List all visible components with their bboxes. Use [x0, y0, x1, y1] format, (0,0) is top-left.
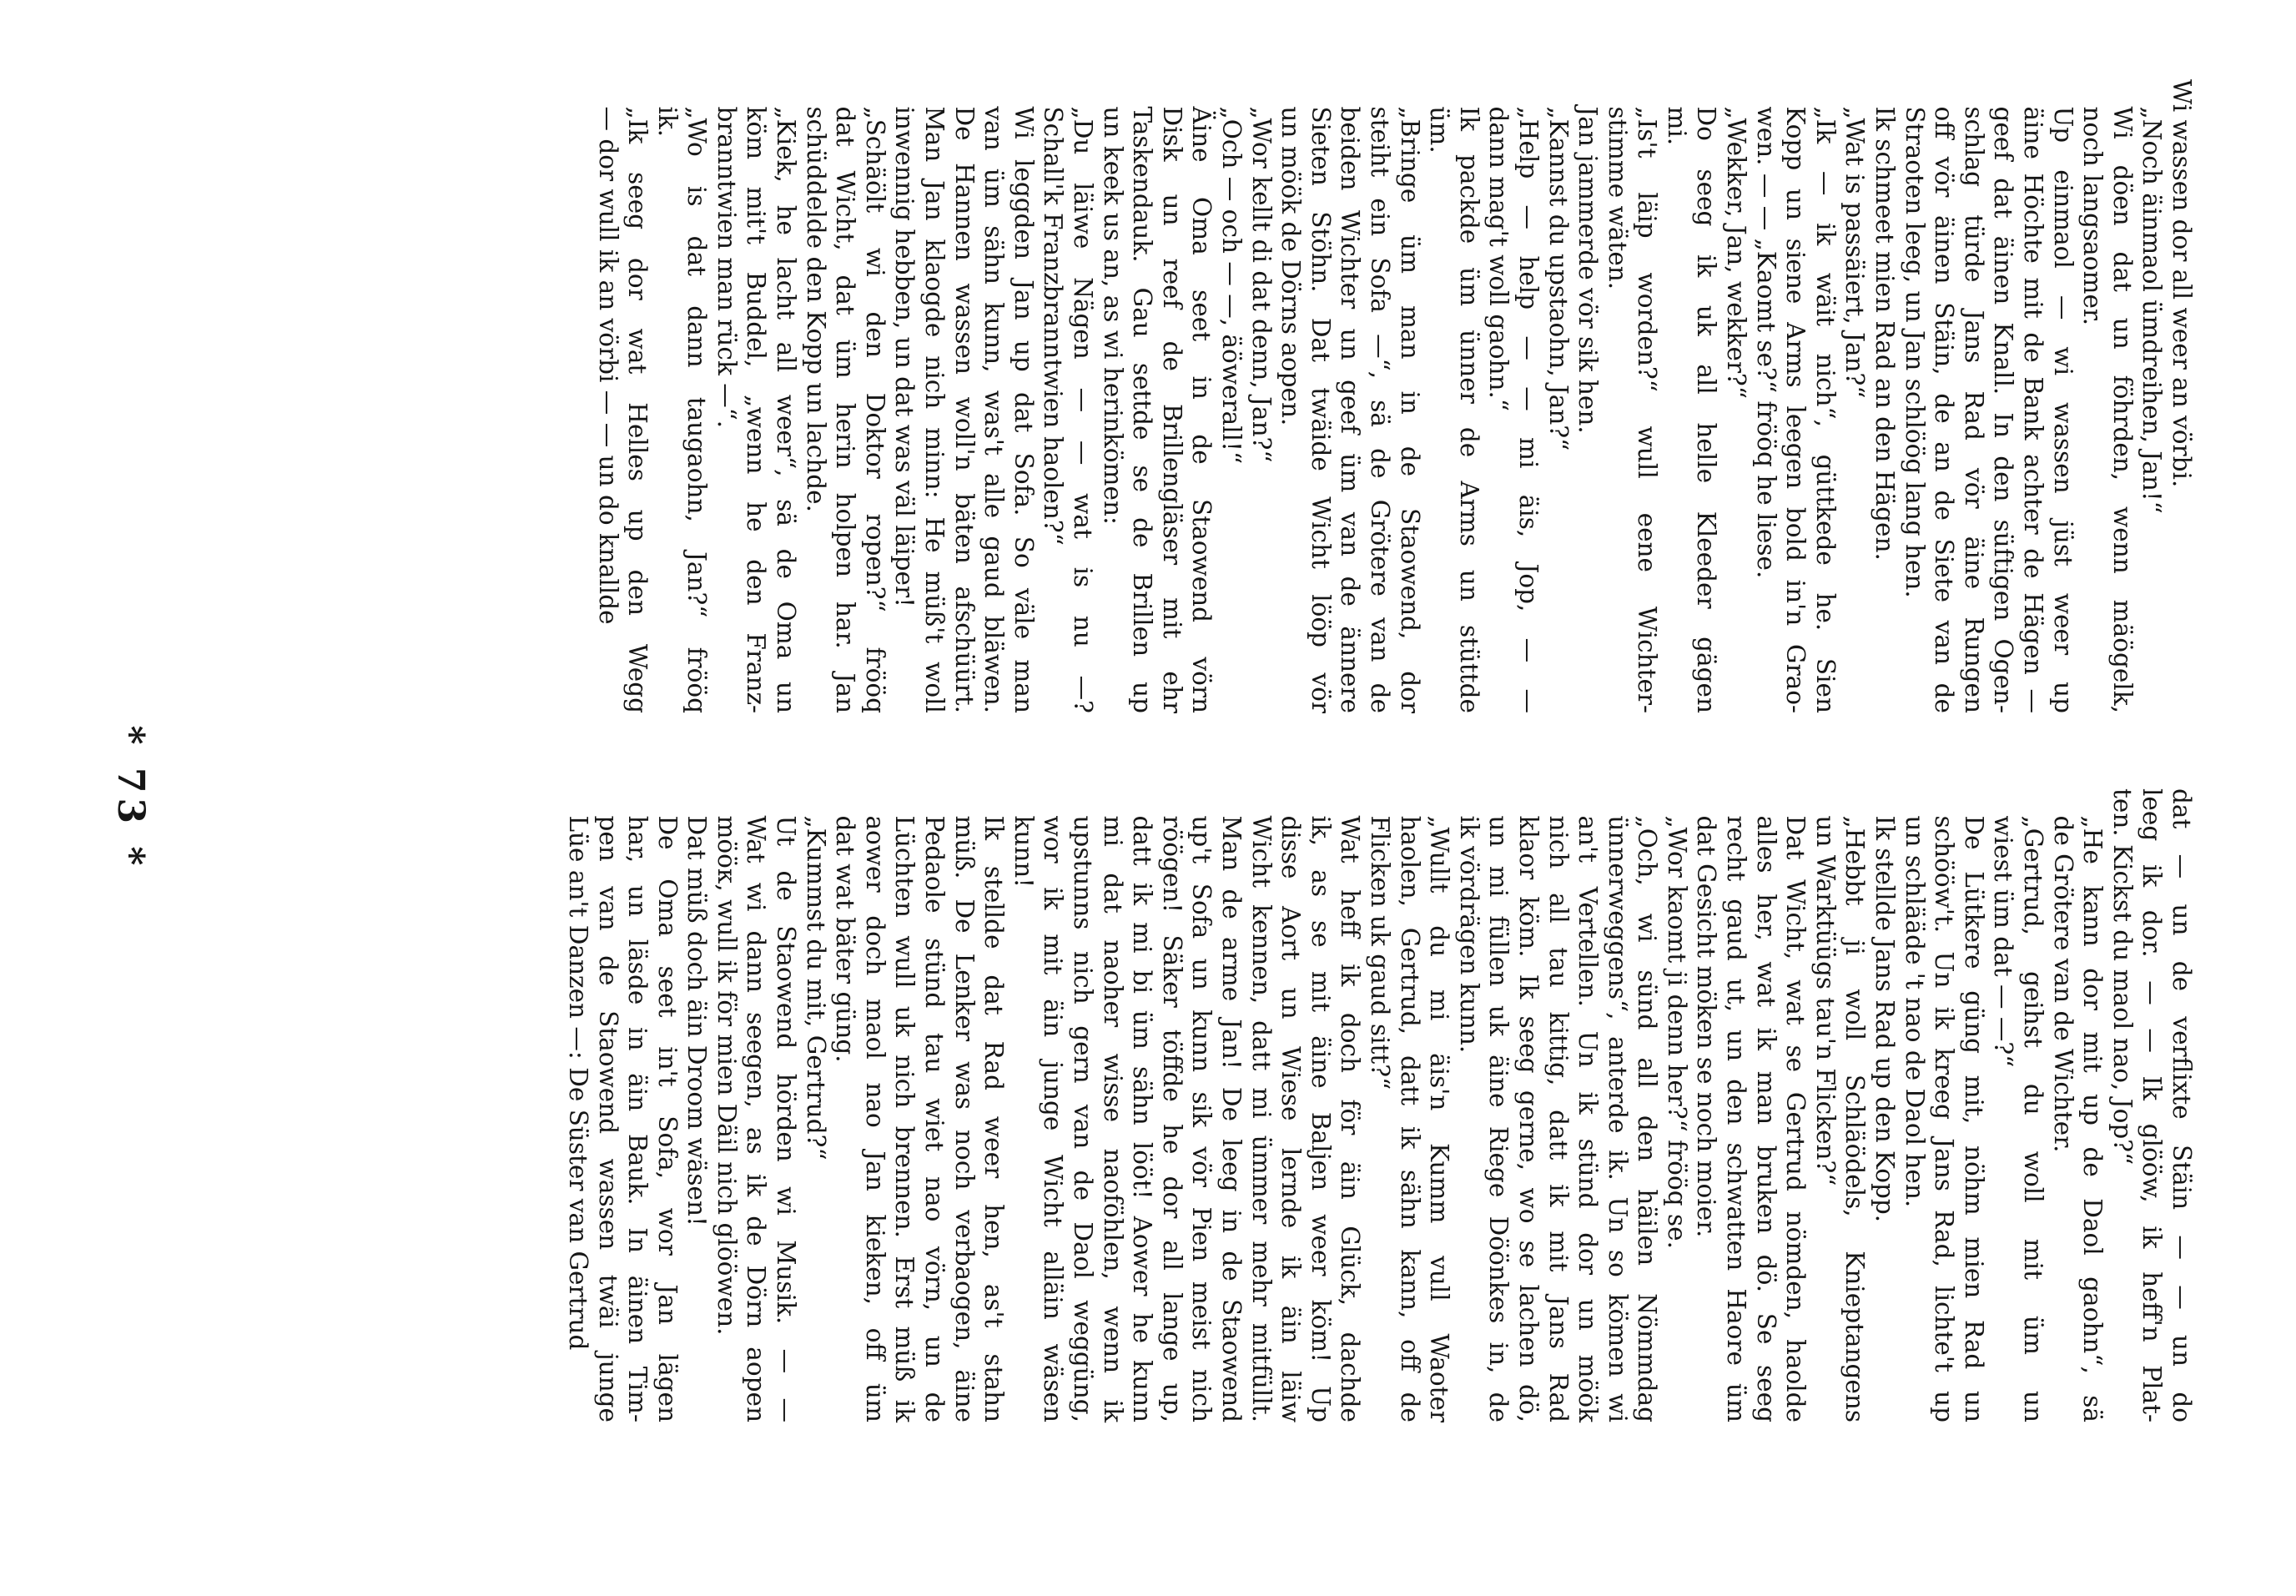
paragraph: [1364, 788, 1453, 1422]
text-line: Dat müß doch äin Droom wäsen!: [682, 815, 712, 1226]
text-line: Ik packde üm ünner de Arms un stüttde: [1454, 106, 1483, 713]
text-line: „He kann dor mit up de Daol gaohn“, sä: [2078, 815, 2107, 1422]
text-line: Wicht kennen, datt mi ümmer mehr mitfüllt.: [1246, 815, 1276, 1422]
text-line: de Gröterе van de Wichter.: [2048, 815, 2077, 1153]
text-line: Taskendauk. Gau settde se de Brillen up: [1128, 106, 1157, 713]
text-line: Äine Oma seet in de Staowend vörn: [1187, 106, 1216, 713]
page-number: * 73 *: [109, 725, 152, 871]
paragraph: [711, 788, 800, 1422]
paragraph: [1869, 79, 1899, 713]
text-line: pen van de Staowend wassen twäi junge: [593, 815, 622, 1422]
text-line: un schlääde 't nao de Daol hen.: [1900, 815, 1929, 1208]
text-line: äine Höchte mit de Bank achter de Hägen —: [2019, 106, 2048, 713]
text-line: müß. De Lenker was noch verbaogen, äine: [949, 815, 979, 1422]
text-line: „Du läiwe Nägen — — wat is nu —?: [1069, 106, 1098, 713]
paragraph: [1691, 788, 1810, 1422]
paragraph: [2137, 79, 2167, 713]
paragraph: [1899, 788, 1988, 1422]
paragraph: [1661, 79, 1720, 713]
paragraph: [2077, 79, 2137, 713]
paragraph: [652, 79, 711, 713]
text-line: Sieten Stöhn. Dat twäide Wicht lööp vör: [1306, 106, 1335, 713]
text-line: „Kummst du mit, Gertrud?“: [801, 815, 830, 1160]
text-column-left: [592, 79, 2196, 713]
text-line: Pedaole stünd tau wiet nao vörn, un de: [920, 815, 949, 1422]
text-line: Wi wassen dor all weer an vörbi.: [2168, 79, 2196, 488]
paragraph: [1988, 788, 2047, 1422]
paragraph: [1750, 79, 1840, 713]
text-line: Wat heff ik doch för äin Glück, dachde: [1336, 815, 1365, 1422]
text-line: wen. — — „Kaomt se?“ frööq he liese.: [1751, 106, 1780, 579]
text-line: kunn!: [1009, 815, 1038, 889]
text-line: Dat Wicht, wat se Gertrud nömden, haolde: [1781, 815, 1810, 1422]
text-line: Ik stellde Jans Rad up den Kopp.: [1871, 815, 1900, 1223]
paragraph: [889, 79, 1038, 713]
text-line: steiht ein Sofa —“, sä de Gröterе van de: [1365, 106, 1394, 713]
text-line: up't Sofa un kunn sik vör Pien meist nich: [1187, 815, 1216, 1422]
paragraph: [1573, 79, 1603, 713]
text-line: Do seeg ik uk all helle Kleeder gägen: [1692, 106, 1721, 713]
text-line: inwennig hebben, un dat was väl läiper!: [890, 106, 919, 607]
paragraph: [2166, 79, 2196, 713]
text-line: ik, as se mit äine Baljen weer köm! Up: [1306, 815, 1335, 1422]
paragraph: [830, 788, 1009, 1422]
text-line: „Is't läip worden?“ wull eene Wichter-: [1633, 106, 1662, 713]
text-line: „Bringe üm man in de Staowend, dor: [1395, 106, 1424, 713]
paragraph: [562, 788, 681, 1422]
text-line: „Wo is dat dann taugaohn, Jan?“ frööq: [682, 106, 712, 713]
text-line: un mi füllen uk äine Riege Döönkes in, de: [1484, 815, 1513, 1422]
text-line: Wi leggden Jan up dat Sofa. So väle man: [1009, 106, 1038, 713]
text-line: „Kannst du upstaohn, Jan?“: [1543, 106, 1573, 451]
text-line: noch langsaomer.: [2078, 106, 2107, 326]
text-column-right: [562, 788, 2196, 1422]
text-line: Man de arme Jan! De leeg in de Staowend: [1217, 815, 1246, 1422]
text-line: schlag türde Jans Rad vör äine Rungen: [1959, 106, 1988, 713]
paragraph: [1453, 788, 1661, 1422]
text-line: haolen, Gertrud, datt ik sähn kann, off de: [1395, 815, 1424, 1422]
text-line: „Hebbt ji woll Schläödels, Knieptangens: [1840, 815, 1870, 1422]
paragraph: [2047, 788, 2107, 1422]
text-line: schüddelde den Kopp un lachde.: [801, 106, 830, 512]
text-line: un möök de Dörns aopen.: [1276, 106, 1306, 426]
paragraph: [1038, 79, 1097, 713]
text-line: mööк, wull ik för mien Däil nich glööwen.: [712, 815, 741, 1336]
paragraph: [1840, 79, 1870, 713]
text-line: Man Jan klaogde nich minn: He müß't woll: [920, 106, 949, 713]
paragraph: [1483, 79, 1543, 713]
text-line: har, un läsde in äin Bauk. In äinen Tim-: [623, 815, 652, 1422]
text-line: Jan jammerde vör sik hen.: [1573, 106, 1603, 434]
text-line: dat Gesicht möken se noch moier.: [1692, 815, 1721, 1238]
text-line: dann mag't woll gaohn.“: [1484, 106, 1513, 412]
text-line: „Wullt du mi äis'n Kumm vull Waoter: [1425, 815, 1454, 1422]
text-line: recht gaud ut, un den schwatten Haore üm: [1722, 815, 1751, 1422]
text-line: un keek us an, as wi herinkömen:: [1098, 106, 1127, 525]
paragraph: [1661, 788, 1691, 1422]
text-line: „Wat is passäiert, Jan?“: [1840, 106, 1870, 399]
text-line: Ut de Staowend hörden wi Musik. — —: [772, 815, 801, 1422]
text-line: branntwien man rück —“.: [712, 106, 741, 429]
paragraph: [800, 788, 830, 1422]
text-line: „Ik seeg dor wat Helles up den Wegg: [623, 106, 652, 713]
paragraph: [592, 79, 652, 713]
paragraph: [2107, 788, 2196, 1422]
text-line: Flicken uk gaud sitt?“: [1365, 815, 1394, 1090]
text-line: Schall'k Franzbranntwien haolen?“: [1039, 106, 1068, 546]
text-line: Up einmaol — wi wassen jüst weer up: [2048, 106, 2077, 713]
text-line: dat — un de verflixte Stäin — — un do: [2168, 788, 2196, 1422]
text-line: schööw't. Un ik kreeg Jans Rad, lichte't up: [1930, 815, 1959, 1422]
text-line: an't Vertellen. Un ik stünd dor un möök: [1573, 815, 1603, 1422]
text-line: Lüe an't Danzen —: De Süster van Gertrud: [563, 815, 592, 1351]
text-line: „Ik — ik wäit nich“, güttkede he. Sien: [1810, 106, 1840, 713]
text-line: dat wat bäter güng.: [831, 815, 860, 1063]
text-line: aower doch maol nao Jan kieken, off üm: [860, 815, 889, 1422]
text-line: disse Aort un Wiese lernde ik äin läiw: [1276, 815, 1306, 1422]
paragraph: [800, 79, 889, 713]
text-line: Ik stellde dat Rad weer hen, as't stahn: [979, 815, 1009, 1422]
paragraph: [1008, 788, 1364, 1422]
text-line: „Wor kellt di dat denn, Jan?“: [1246, 106, 1276, 463]
text-line: „Gertrud, geihst du woll mit üm un: [2019, 815, 2048, 1422]
paragraph: [1543, 79, 1573, 713]
paragraph: [1276, 79, 1424, 713]
text-line: alles her, wat ik man bruken dö. Se seeg: [1751, 815, 1780, 1422]
text-line: Straoten leeg, un Jan schlöög lang hen.: [1900, 106, 1929, 598]
text-line: wor ik mit äin junge Wicht alläin wäsen: [1039, 815, 1068, 1422]
text-line: ünnerweggens“, anterde ik. Un so kömen wi: [1603, 815, 1632, 1422]
text-line: „Schäölt wi den Doktor ropen?“ frööq: [860, 106, 889, 713]
text-line: dat Wicht, dat üm herin holpen har. Jan: [831, 106, 860, 713]
text-line: „Wekker, Jan, wekker?“: [1722, 106, 1751, 399]
text-line: nich all tau kittig, datt ik mit Jans Rad: [1543, 815, 1573, 1422]
paragraph: [682, 788, 712, 1422]
text-line: van üm sähn kunn, was't alle gaud bläwen.: [979, 106, 1009, 713]
text-line: „Noch äinmaol ümdreihen, Jan!“: [2137, 106, 2167, 514]
paragraph: [1721, 79, 1751, 713]
text-line: „Och — och — —, äöwerall!“: [1217, 106, 1246, 465]
text-line: Lüchten wull uk nich brennen. Erst müß ik: [890, 815, 919, 1422]
text-line: leeg ik dor. — — Ik glööw, ik heff'n Plat-: [2137, 788, 2167, 1422]
paragraph: [1246, 79, 1276, 713]
text-line: Ik schmeet mien Rad an den Hägen.: [1871, 106, 1900, 561]
text-line: De Hannen wassen woll'n bäten afschüürt.: [949, 106, 979, 713]
text-line: mi dat naoher wisse naoföhlen, wenn ik: [1098, 815, 1127, 1422]
text-line: — dor wull ik an vörbi — — un do knallde: [593, 106, 622, 625]
text-line: stimme wäten.: [1603, 106, 1632, 290]
text-line: beiden Wichter un geef üm van de ännere: [1336, 106, 1365, 713]
paragraph: [1602, 79, 1661, 713]
text-line: „Wor kaomt ji denn her?“ frööq se.: [1662, 815, 1691, 1249]
text-line: off vör äinen Stäin, de an de Siete van de: [1930, 106, 1959, 713]
text-line: Wi döen dat un föhrden, wenn mäögelk,: [2107, 106, 2137, 713]
text-line: ten. Kickst du maol nao, Jop?“: [2107, 788, 2137, 1166]
text-line: un Warktüügs tau'n Flicken?“: [1810, 815, 1840, 1186]
text-line: upstunns nich gern van de Daol weggüng,: [1069, 815, 1098, 1422]
paragraph: [711, 79, 800, 713]
text-line: üm.: [1425, 106, 1454, 154]
text-line: „Help — help — — mi äis, Jop, — —: [1513, 106, 1543, 713]
text-line: geef dat äinen Knall. In den süftigen Ogen-: [1989, 106, 2018, 713]
text-line: De Lütkere güng mit, nöhm mien Rad un: [1959, 815, 1988, 1422]
paragraph: [1899, 79, 2077, 713]
paragraph: [1424, 79, 1483, 713]
text-line: ik.: [652, 106, 682, 138]
text-line: köm mit't Buddel, „wenn he den Franz-: [742, 106, 771, 713]
text-line: Kopp un siene Arms leegen bold in'n Grao-: [1781, 106, 1810, 713]
text-line: „Och, wi sünd all den häilen Nömmdag: [1633, 815, 1662, 1422]
text-line: De Oma seet in't Sofa, wor Jan lägen: [652, 815, 682, 1422]
text-line: Disk un reef de Brillengläser mit ehr: [1157, 106, 1186, 713]
text-line: klaor köm. Ik seeg gerne, wo se lachen dö,: [1513, 815, 1543, 1422]
text-line: Wat wi dann seegen, as ik de Dörn aopen: [742, 815, 771, 1422]
paragraph: [1869, 788, 1899, 1422]
text-line: mi.: [1662, 106, 1691, 146]
paragraph: [1097, 79, 1216, 713]
paragraph: [1216, 79, 1246, 713]
paragraph: [1810, 788, 1869, 1422]
text-line: „Kiek, he lacht all weer“, sä de Oma un: [772, 106, 801, 713]
text-line: röögen! Säker töffde he dor all lange up,: [1157, 815, 1186, 1422]
text-line: ik vördrägen kunn.: [1454, 815, 1483, 1054]
text-line: wiest üm dat — —?“: [1989, 815, 2018, 1068]
text-line: datt ik mi bi üm sähn lööt! Aower he kunn: [1128, 815, 1157, 1422]
